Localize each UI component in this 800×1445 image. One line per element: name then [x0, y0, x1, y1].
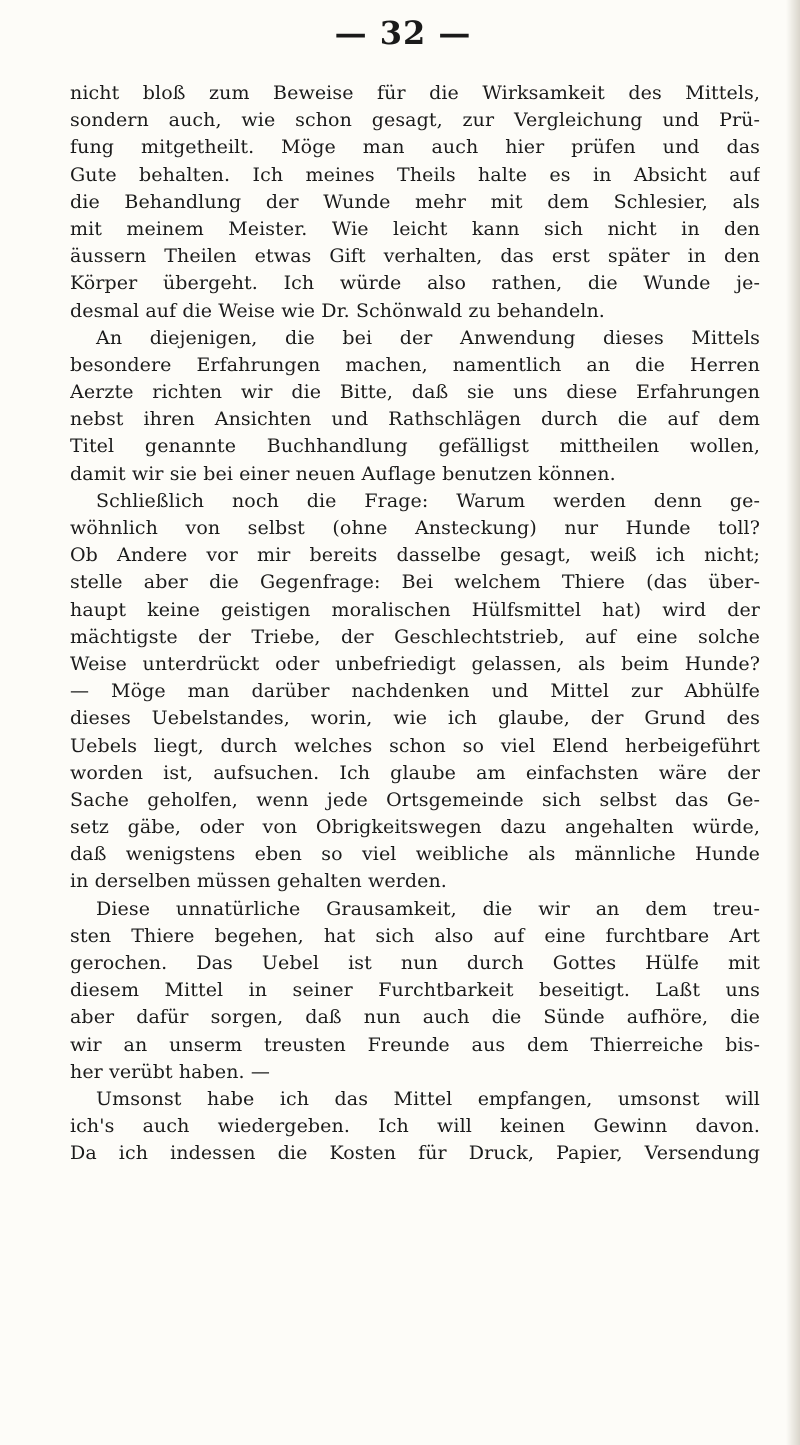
text-line: die Behandlung der Wunde mehr mit dem Schlesier, als [70, 190, 760, 213]
text-line: setz gäbe, oder von Obrigkeitswegen dazu angehalten würde, [70, 816, 760, 839]
text-line: nicht bloß zum Beweise für die Wirksamkeit des Mittels, [70, 82, 760, 104]
text-line: Da ich indessen die Kosten für Druck, Papier, Versendung [70, 1142, 760, 1165]
text-line: sten Thiere begehen, hat sich also auf eine furchtbare Art [70, 924, 760, 947]
text-line: Diese unnatürliche Grausamkeit, die wir an dem treu- [96, 897, 760, 920]
text-line: ich's auch wiedergeben. Ich will keinen Gewinn davon. [70, 1115, 760, 1138]
text-line: diesem Mittel in seiner Furchtbarkeit beseitigt. Laßt uns [70, 979, 760, 1002]
text-line: sondern auch, wie schon gesagt, zur Vergleichung und Prü- [70, 109, 760, 132]
text-line: Körper übergeht. Ich würde also rathen, die Wunde je- [70, 272, 760, 295]
text-line: Uebels liegt, durch welches schon so viel Elend herbeigeführt [70, 734, 760, 757]
text-line: mit meinem Meister. Wie leicht kann sich nicht in den [70, 217, 760, 240]
text-line: Aerzte richten wir die Bitte, daß sie uns diese Erfahrungen [70, 381, 760, 404]
text-line: nebst ihren Ansichten und Rathschlägen durch die auf dem [70, 408, 760, 431]
text-line: Ob Andere vor mir bereits dasselbe gesagt, weiß ich nicht; [70, 544, 760, 567]
text-line: gerochen. Das Uebel ist nun durch Gottes Hülfe mit [70, 952, 760, 974]
text-line: Gute behalten. Ich meines Theils halte es in Absicht auf [70, 163, 760, 186]
text-line: An diejenigen, die bei der Anwendung dieses Mittels [96, 326, 760, 349]
text-line: damit wir sie bei einer neuen Auflage benutzen können. [70, 462, 616, 485]
text-line: daß wenigstens eben so viel weibliche als männliche Hunde [70, 843, 760, 866]
text-line: worden ist, aufsuchen. Ich glaube am einfachsten wäre der [70, 761, 760, 784]
text-line: Weise unterdrückt oder unbefriedigt gelassen, als beim Hunde? [70, 652, 760, 675]
text-line: Umsonst habe ich das Mittel empfangen, umsonst will [96, 1087, 760, 1110]
text-line: her verübt haben. — [70, 1060, 270, 1083]
text-line: Schließlich noch die Frage: Warum werden denn ge- [96, 489, 760, 512]
text-line: desmal auf die Weise wie Dr. Schönwald zu behandeln. [70, 299, 605, 322]
text-line: äussern Theilen etwas Gift verhalten, das erst später in den [70, 245, 760, 268]
text-line: wöhnlich von selbst (ohne Ansteckung) nur Hunde toll? [70, 517, 760, 539]
text-line: stelle aber die Gegenfrage: Bei welchem Thiere (das über- [70, 571, 760, 594]
text-line: — Möge man darüber nachdenken und Mittel zur Abhülfe [70, 680, 760, 703]
text-line: haupt keine geistigen moralischen Hülfsmittel hat) wird der [70, 598, 760, 621]
page-edge-shadow [786, 0, 800, 1445]
text-line: fung mitgetheilt. Möge man auch hier prüfen und das [70, 136, 760, 159]
page-number-header: — 32 — [334, 14, 472, 52]
text-line: in derselben müssen gehalten werden. [70, 870, 447, 893]
text-line: dieses Uebelstandes, worin, wie ich glaube, der Grund des [70, 707, 760, 730]
text-line: besondere Erfahrungen machen, namentlich an die Herren [70, 353, 760, 376]
text-line: aber dafür sorgen, daß nun auch die Sünde aufhöre, die [70, 1006, 760, 1029]
text-line: Titel genannte Buchhandlung gefälligst mittheilen wollen, [70, 435, 760, 458]
body-text [70, 80, 760, 1168]
text-line: mächtigste der Triebe, der Geschlechtstrieb, auf eine solche [70, 625, 760, 648]
text-line: Sache geholfen, wenn jede Ortsgemeinde sich selbst das Ge- [70, 788, 760, 811]
text-line: wir an unserm treusten Freunde aus dem Thierreiche bis- [70, 1033, 760, 1056]
